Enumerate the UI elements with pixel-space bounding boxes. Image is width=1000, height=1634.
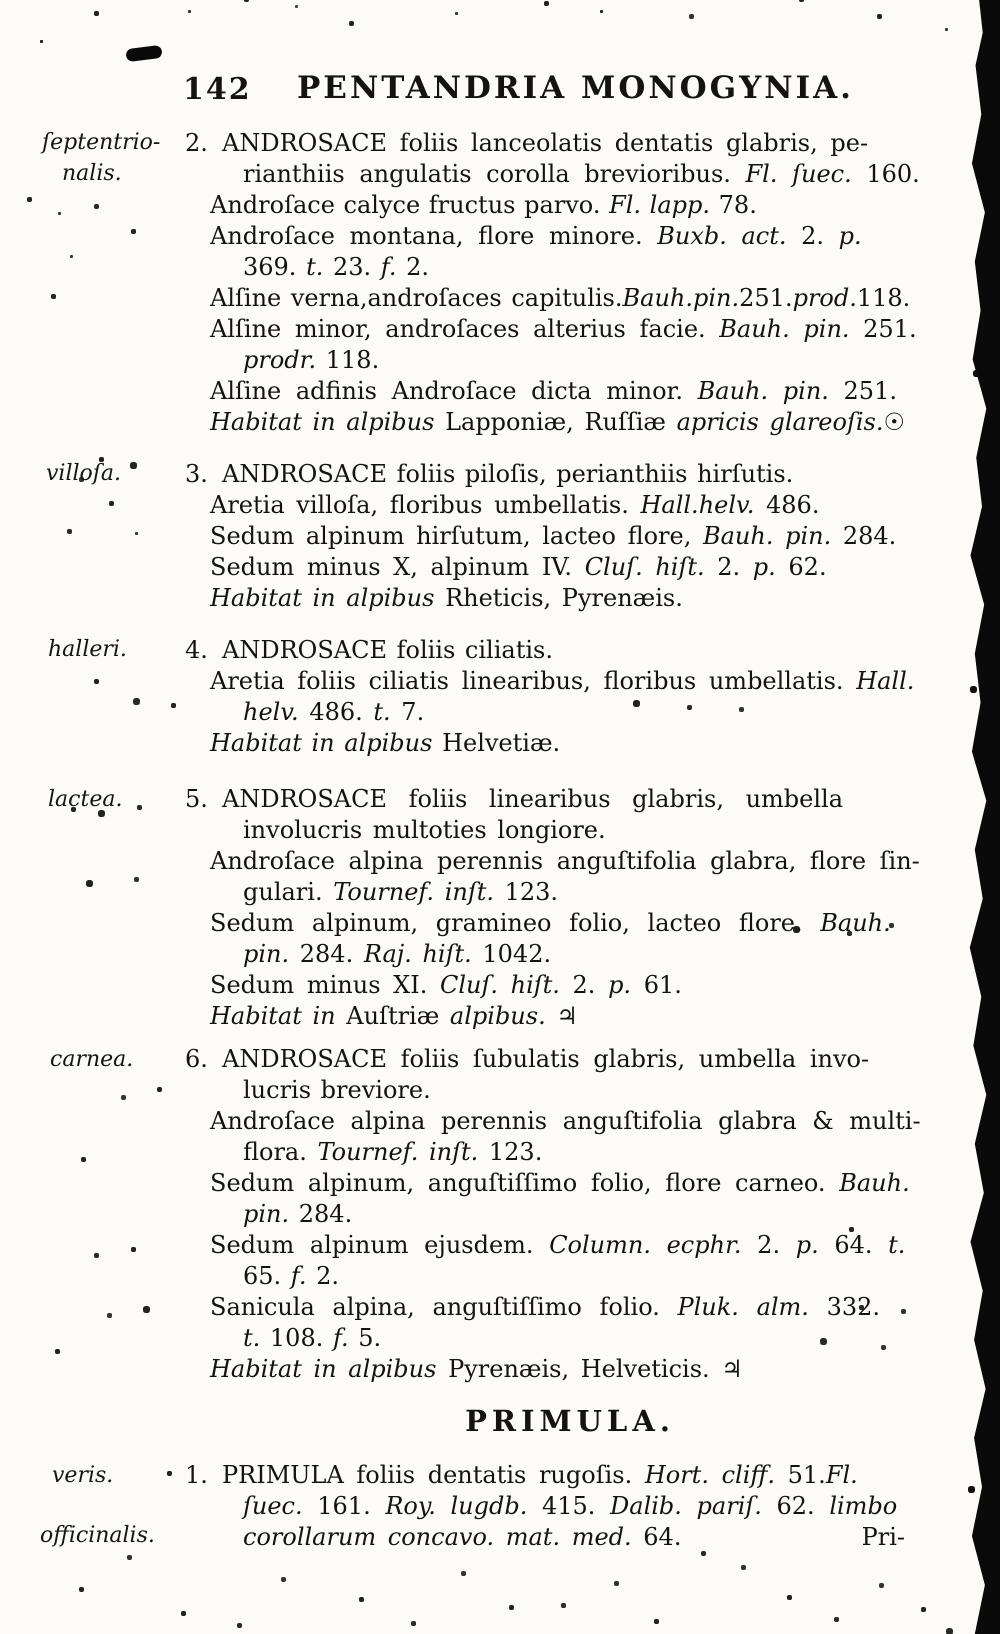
species-entry-androsace-halleri <box>185 635 963 759</box>
citation-text: pin. <box>243 1200 290 1228</box>
citation-text: Habitat in alpibus <box>210 584 435 612</box>
body-text: 64. <box>818 1231 889 1259</box>
citation-text: Hall. <box>856 667 915 695</box>
text-line <box>185 459 963 490</box>
citation-text: f. <box>332 1324 349 1352</box>
body-text: 160. <box>851 160 920 188</box>
text-line <box>185 908 963 939</box>
text-line <box>185 697 963 728</box>
citation-text: Dalib. pariſ. <box>610 1492 762 1520</box>
body-text: 61. <box>631 971 682 999</box>
species-number: 6. <box>185 1045 208 1073</box>
body-text: 369. <box>243 253 307 281</box>
species-number: 5. <box>185 785 208 813</box>
body-text: 332. <box>808 1293 881 1321</box>
body-text: lucris breviore. <box>243 1076 431 1104</box>
body-text: 2. <box>741 1231 796 1259</box>
text-line <box>185 815 963 846</box>
body-text: 123. <box>478 1138 543 1166</box>
body-text: Sedum alpinum, gramineo folio, lacteo flore. <box>210 909 821 937</box>
body-text: 161. <box>302 1492 386 1520</box>
body-text: Aretia foliis ciliatis linearibus, floribus umbellatis. <box>210 667 857 695</box>
citation-text: t. <box>243 1324 261 1352</box>
citation-text: p. <box>752 553 776 581</box>
citation-text: Cluſ. hiſt. <box>439 971 560 999</box>
gutter-shadow <box>964 0 1000 1634</box>
citation-text: Raj. hiſt. <box>363 940 472 968</box>
citation-text: prod. <box>792 284 857 312</box>
running-header: PENTANDRIA MONOGYNIA. <box>297 70 854 106</box>
text-line <box>185 846 963 877</box>
body-text: 251. <box>849 315 917 343</box>
citation-text: Cluſ. hiſt. <box>584 553 705 581</box>
catchword: Pri- <box>861 1523 905 1551</box>
body-text: ANDROSACE foliis ſubulatis glabris, umbella invo- <box>222 1045 870 1073</box>
citation-text: Hall.helv. <box>640 491 755 519</box>
body-text: 51. <box>775 1461 826 1489</box>
body-text: ♃ <box>545 1002 578 1030</box>
citation-text: alpibus. <box>449 1002 546 1030</box>
text-line <box>185 583 963 614</box>
margin-note-officinalis: officinalis. <box>40 1523 155 1548</box>
text-line <box>185 1261 963 1292</box>
body-text: 251. <box>739 284 793 312</box>
text-line <box>185 1522 963 1553</box>
body-text: Sanicula alpina, anguſtiſſimo folio. <box>210 1293 678 1321</box>
citation-text: apricis glareoſis. <box>676 408 884 436</box>
citation-text: Habitat in <box>210 1002 336 1030</box>
citation-text: Hort. cliff. <box>644 1461 776 1489</box>
citation-text: f. <box>380 253 397 281</box>
body-text: Rheticis, Pyrenæis. <box>434 584 683 612</box>
text-line <box>185 221 963 252</box>
species-number: 3. <box>185 460 208 488</box>
margin-note-septentrionalis-1: ſeptentrio- <box>42 130 161 155</box>
text-line <box>185 283 963 314</box>
text-line <box>185 970 963 1001</box>
citation-text: p. <box>608 971 632 999</box>
margin-note-villosa: villoſa. <box>46 461 122 486</box>
body-text: Androſace montana, flore minore. <box>210 222 658 250</box>
text-line <box>185 1199 963 1230</box>
citation-text: Bauh. pin. <box>702 522 832 550</box>
page-number: 142 <box>183 72 252 107</box>
citation-text: Tournef. inſt. <box>317 1138 479 1166</box>
text-line <box>185 1044 963 1075</box>
text-line <box>185 552 963 583</box>
text-line <box>185 666 963 697</box>
body-text: ANDROSACE foliis lanceolatis dentatis glabris, pe- <box>222 129 869 157</box>
text-line <box>185 728 963 759</box>
body-text: 251. <box>828 377 897 405</box>
body-text: 2. <box>396 253 429 281</box>
body-text: Lapponiæ, Ruſſiæ <box>434 408 677 436</box>
body-text: Auſtriæ <box>335 1002 450 1030</box>
species-entry-androsace-villosa <box>185 459 963 614</box>
body-text: ANDROSACE foliis ciliatis. <box>222 636 553 664</box>
margin-note-halleri: halleri. <box>48 637 127 662</box>
species-entry-androsace-carnea <box>185 1044 963 1385</box>
text-line <box>185 407 963 438</box>
text-line <box>185 128 963 159</box>
citation-text: t. <box>888 1231 906 1259</box>
citation-text: Bauh. pin. <box>697 377 829 405</box>
citation-text: Column. ecphr. <box>549 1231 742 1259</box>
body-text: 284. <box>831 522 897 550</box>
text-line <box>185 784 963 815</box>
body-text: Sedum minus XI. <box>210 971 440 999</box>
body-text: Androſace alpina perennis anguſtifolia glabra & multi- <box>210 1107 921 1135</box>
body-text: Aretia villoſa, floribus umbellatis. <box>210 491 641 519</box>
body-text: 64. <box>631 1523 682 1551</box>
text-line <box>185 635 963 666</box>
body-text: 62. <box>761 1492 830 1520</box>
body-text: Pyrenæis, Helveticis. ♃ <box>436 1355 743 1383</box>
body-text: 2. <box>704 553 753 581</box>
citation-text: prodr. <box>243 346 317 374</box>
body-text: 415. <box>527 1492 611 1520</box>
citation-text: Habitat in alpibus <box>210 729 433 757</box>
genus-heading: PRIMULA. <box>465 1404 675 1438</box>
text-line <box>185 345 963 376</box>
body-text: rianthiis angulatis corolla brevioribus. <box>243 160 746 188</box>
body-text: Alſine adfinis Androſace dicta minor. <box>210 377 698 405</box>
body-text: 2. <box>559 971 609 999</box>
text-line <box>185 314 963 345</box>
citation-text: Bauh.pin. <box>622 284 740 312</box>
body-text: Alſine minor, androſaces alterius facie. <box>210 315 720 343</box>
body-text: 284. <box>289 1200 353 1228</box>
species-entry-androsace-septentrionalis <box>185 128 963 438</box>
body-text: 284. <box>289 940 364 968</box>
citation-text: corollarum concavo. mat. med. <box>243 1523 632 1551</box>
citation-text: ſuec. <box>243 1492 303 1520</box>
text-line <box>185 252 963 283</box>
body-text: 5. <box>348 1324 382 1352</box>
citation-text: Bauh. <box>820 909 891 937</box>
citation-text: p. <box>795 1231 819 1259</box>
body-text: 118. <box>856 284 911 312</box>
margin-note-septentrionalis-2: nalis. <box>62 161 122 186</box>
body-text: 108. <box>260 1324 333 1352</box>
citation-text: t. <box>373 698 391 726</box>
citation-text: limbo <box>829 1492 898 1520</box>
body-text: Sedum alpinum ejusdem. <box>210 1231 550 1259</box>
citation-text: Habitat in alpibus <box>210 1355 437 1383</box>
citation-text: t. <box>306 253 324 281</box>
citation-text: Bauh. pin. <box>719 315 850 343</box>
citation-text: helv. <box>243 698 299 726</box>
body-text: 486. <box>298 698 374 726</box>
body-text: gulari. <box>243 878 334 906</box>
body-text: Sedum alpinum, anguſtiſſimo folio, flore carneo. <box>210 1169 840 1197</box>
citation-text: Buxb. act. <box>657 222 787 250</box>
citation-text: Bauh. <box>839 1169 910 1197</box>
margin-note-veris: veris. <box>52 1463 114 1488</box>
body-text: Androſace alpina perennis anguſtifolia glabra, flore ſin- <box>210 847 920 875</box>
citation-text: Pluk. alm. <box>677 1293 809 1321</box>
margin-note-carnea: carnea. <box>50 1047 134 1072</box>
citation-text: Habitat in alpibus <box>210 408 435 436</box>
ink-smudge <box>125 45 162 62</box>
text-line <box>185 521 963 552</box>
text-line <box>185 1001 963 1032</box>
citation-text: Fl. ſuec. <box>745 160 852 188</box>
body-text: 78. <box>710 191 757 219</box>
body-text: ☉ <box>883 408 905 436</box>
text-line <box>185 1075 963 1106</box>
citation-text: Fl. lapp. <box>609 191 711 219</box>
body-text: 62. <box>775 553 827 581</box>
body-text: 23. <box>323 253 381 281</box>
citation-text: Fl. <box>825 1461 858 1489</box>
text-line <box>185 1292 963 1323</box>
text-line <box>185 1106 963 1137</box>
body-text: ANDROSACE foliis piloſis, perianthiis hirſutis. <box>222 460 794 488</box>
text-line <box>185 1230 963 1261</box>
species-number: 4. <box>185 636 208 664</box>
citation-text: Roy. lugdb. <box>385 1492 528 1520</box>
text-line <box>185 159 963 190</box>
text-line <box>185 939 963 970</box>
text-line <box>185 877 963 908</box>
body-text: Androſace calyce fructus parvo. <box>210 191 610 219</box>
body-text: Alſine verna,androſaces capitulis. <box>210 284 623 312</box>
body-text: PRIMULA foliis dentatis rugoſis. <box>222 1461 645 1489</box>
species-entry-primula-veris <box>185 1460 963 1553</box>
body-text: 123. <box>493 878 559 906</box>
ink-speckles <box>40 40 43 43</box>
body-text: Sedum minus X, alpinum IV. <box>210 553 585 581</box>
text-line <box>185 190 963 221</box>
body-text: 118. <box>316 346 380 374</box>
body-text: 65. <box>243 1262 291 1290</box>
body-text: Helvetiæ. <box>432 729 561 757</box>
body-text: 7. <box>390 698 425 726</box>
citation-text: p. <box>838 222 862 250</box>
species-number: 2. <box>185 129 208 157</box>
species-number: 1. <box>185 1461 208 1489</box>
body-text: involucris multoties longiore. <box>243 816 606 844</box>
body-text: 486. <box>754 491 820 519</box>
body-text: flora. <box>243 1138 318 1166</box>
body-text: ANDROSACE foliis linearibus glabris, umbella <box>222 785 844 813</box>
margin-note-lactea: lactea. <box>48 787 123 812</box>
citation-text: f. <box>290 1262 307 1290</box>
body-text: 2. <box>786 222 839 250</box>
text-line <box>185 1137 963 1168</box>
text-line <box>185 1460 963 1491</box>
body-text: Sedum alpinum hirſutum, lacteo flore, <box>210 522 703 550</box>
text-line <box>185 490 963 521</box>
text-line <box>185 1323 963 1354</box>
text-line <box>185 1354 963 1385</box>
body-text: 1042. <box>471 940 552 968</box>
text-line <box>185 376 963 407</box>
text-line <box>185 1168 963 1199</box>
text-line <box>185 1491 963 1522</box>
species-entry-androsace-lactea <box>185 784 963 1032</box>
citation-text: pin. <box>243 940 290 968</box>
citation-text: Tournef. inſt. <box>333 878 494 906</box>
body-text: 2. <box>306 1262 339 1290</box>
